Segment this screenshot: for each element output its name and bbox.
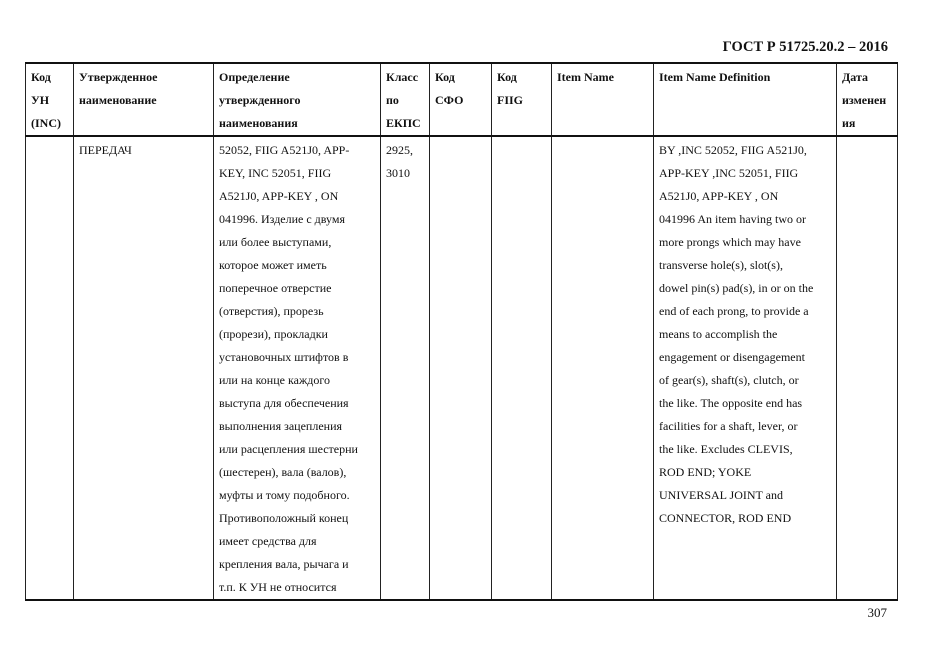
text-line: facilities for a shaft, lever, or xyxy=(659,419,798,433)
text-line: выполнения зацепления xyxy=(219,419,343,433)
cell-item-name-definition xyxy=(654,136,837,600)
text-line: CONNECTOR, ROD END xyxy=(659,511,792,525)
text-line: или более выступами, xyxy=(219,235,332,249)
text-line: СФО xyxy=(435,93,464,107)
header-item-name-definition xyxy=(654,63,837,136)
table-row xyxy=(26,136,898,600)
page-number: 307 xyxy=(867,605,887,620)
text-line: муфты и тому подобного. xyxy=(219,488,350,502)
cell-sfo-code xyxy=(430,136,492,600)
text-line: (отверстия), прорезь xyxy=(219,304,324,318)
cell-fiig-code xyxy=(492,136,552,600)
text-line: dowel pin(s) pad(s), in or on the xyxy=(659,281,814,295)
text-line: ROD END; YOKE xyxy=(659,465,752,479)
text-line: means to accomplish the xyxy=(659,327,778,341)
text-line: Item Name Definition xyxy=(659,70,771,84)
text-line: APP-KEY ,INC 52051, FIIG xyxy=(659,166,799,180)
text-line: 041996. Изделие с двумя xyxy=(219,212,345,226)
header-class-ekps xyxy=(381,63,430,136)
specification-table xyxy=(25,62,898,601)
text-line: установочных штифтов в xyxy=(219,350,349,364)
text-line: 2925, xyxy=(386,143,413,157)
text-line: Класс xyxy=(386,70,419,84)
text-line: ЕКПС xyxy=(386,116,421,130)
header-fiig-code xyxy=(492,63,552,136)
header-approved-name xyxy=(74,63,214,136)
text-line: (INC) xyxy=(31,116,61,130)
text-line: наименования xyxy=(219,116,298,130)
cell-inc-code xyxy=(26,136,74,600)
text-line: KEY, INC 52051, FIIG xyxy=(219,166,332,180)
text-line: the like. Excludes CLEVIS, xyxy=(659,442,793,456)
text-line: 3010 xyxy=(386,166,410,180)
text-line: the like. The opposite end has xyxy=(659,396,803,410)
document-title: ГОСТ Р 51725.20.2 – 2016 xyxy=(722,39,888,55)
text-line: 041996 An item having two or xyxy=(659,212,806,226)
header-inc-code xyxy=(26,63,74,136)
text-line: engagement or disengagement xyxy=(659,350,805,364)
text-line: или расцепления шестерни xyxy=(219,442,358,456)
text-line: transverse hole(s), slot(s), xyxy=(659,258,783,272)
text-line: more prongs which may have xyxy=(659,235,801,249)
text-line: поперечное отверстие xyxy=(219,281,332,295)
text-line: по xyxy=(386,93,399,107)
text-line: Код xyxy=(497,70,517,84)
text-line: Противоположный конец xyxy=(219,511,349,525)
header-change-date xyxy=(837,63,898,136)
header-definition xyxy=(214,63,381,136)
cell-class-ekps xyxy=(381,136,430,600)
text-line: Дата xyxy=(842,70,868,84)
text-line: Код xyxy=(435,70,455,84)
text-line: Определение xyxy=(219,70,290,84)
text-line: Item Name xyxy=(557,70,614,84)
text-line: 52052, FIIG A521J0, APP- xyxy=(219,143,350,157)
header-sfo-code xyxy=(430,63,492,136)
text-line: имеет средства для xyxy=(219,534,317,548)
header-item-name xyxy=(552,63,654,136)
text-line: ия xyxy=(842,116,856,130)
cell-definition-ru xyxy=(214,136,381,600)
text-line: изменен xyxy=(842,93,887,107)
text-line: of gear(s), shaft(s), clutch, or xyxy=(659,373,799,387)
text-line: end of each prong, to provide a xyxy=(659,304,809,318)
text-line: Утвержденное xyxy=(79,70,158,84)
text-line: утвержденного xyxy=(219,93,301,107)
cell-approved-name xyxy=(74,136,214,600)
text-line: (шестерен), вала (валов), xyxy=(219,465,347,479)
text-line: Код xyxy=(31,70,51,84)
text-line: BY ,INC 52052, FIIG A521J0, xyxy=(659,143,807,157)
text-line: A521J0, APP-KEY , ON xyxy=(659,189,779,203)
text-line: (прорези), прокладки xyxy=(219,327,328,341)
text-line: выступа для обеспечения xyxy=(219,396,349,410)
text-line: которое может иметь xyxy=(219,258,327,272)
text-line: FIIG xyxy=(497,93,524,107)
text-line: A521J0, APP-KEY , ON xyxy=(219,189,339,203)
text-line: т.п. К УН не относится xyxy=(219,580,337,594)
text-line: крепления вала, рычага и xyxy=(219,557,349,571)
cell-item-name xyxy=(552,136,654,600)
text-line: или на конце каждого xyxy=(219,373,330,387)
text-line: UNIVERSAL JOINT and xyxy=(659,488,783,502)
text-line: УН xyxy=(31,93,50,107)
table-header-row xyxy=(26,63,898,136)
cell-change-date xyxy=(837,136,898,600)
text-line: ПЕРЕДАЧ xyxy=(79,143,132,157)
text-line: наименование xyxy=(79,93,157,107)
